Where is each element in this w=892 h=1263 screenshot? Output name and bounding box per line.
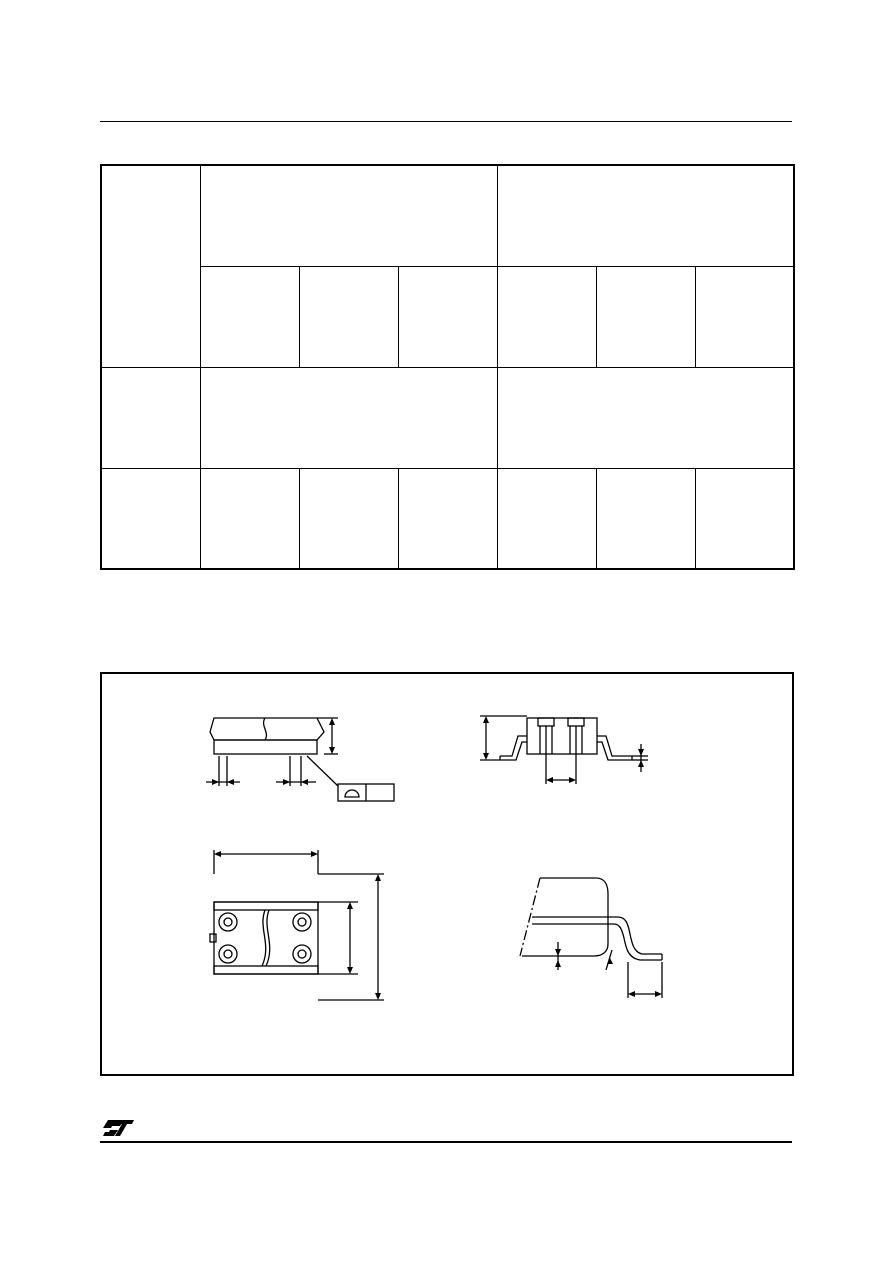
header-rule [100, 121, 792, 122]
header-mm-min [200, 266, 299, 367]
footer-rule [100, 1141, 792, 1143]
table-cell [101, 468, 200, 569]
table-header-row-1 [101, 165, 794, 266]
package-drawing-frame [100, 672, 794, 1076]
table-row-last [101, 468, 794, 569]
table-cell [695, 468, 794, 569]
header-inch-typ [596, 266, 695, 367]
table-header-row-2 [101, 266, 794, 367]
header-inch-max [695, 266, 794, 367]
st-logo [100, 1116, 136, 1140]
table-cell [596, 468, 695, 569]
table-cell [200, 468, 299, 569]
side-view [480, 716, 648, 784]
table-cell [299, 468, 398, 569]
front-view [206, 718, 394, 801]
dimensions-table [100, 164, 795, 570]
header-mm-typ [299, 266, 398, 367]
table-cell [497, 367, 794, 468]
top-view [210, 850, 384, 1000]
table-cell [101, 367, 200, 468]
table-cell [200, 367, 497, 468]
lead-detail-view [520, 878, 662, 998]
header-inch-cell [497, 165, 794, 266]
header-dim-cell [101, 165, 200, 367]
table-cell [398, 468, 497, 569]
package-drawing [102, 674, 792, 1074]
header-mm-max [398, 266, 497, 367]
header-inch-min [497, 266, 596, 367]
table-row-merged [101, 367, 794, 468]
header-mm-cell [200, 165, 497, 266]
table-cell [497, 468, 596, 569]
